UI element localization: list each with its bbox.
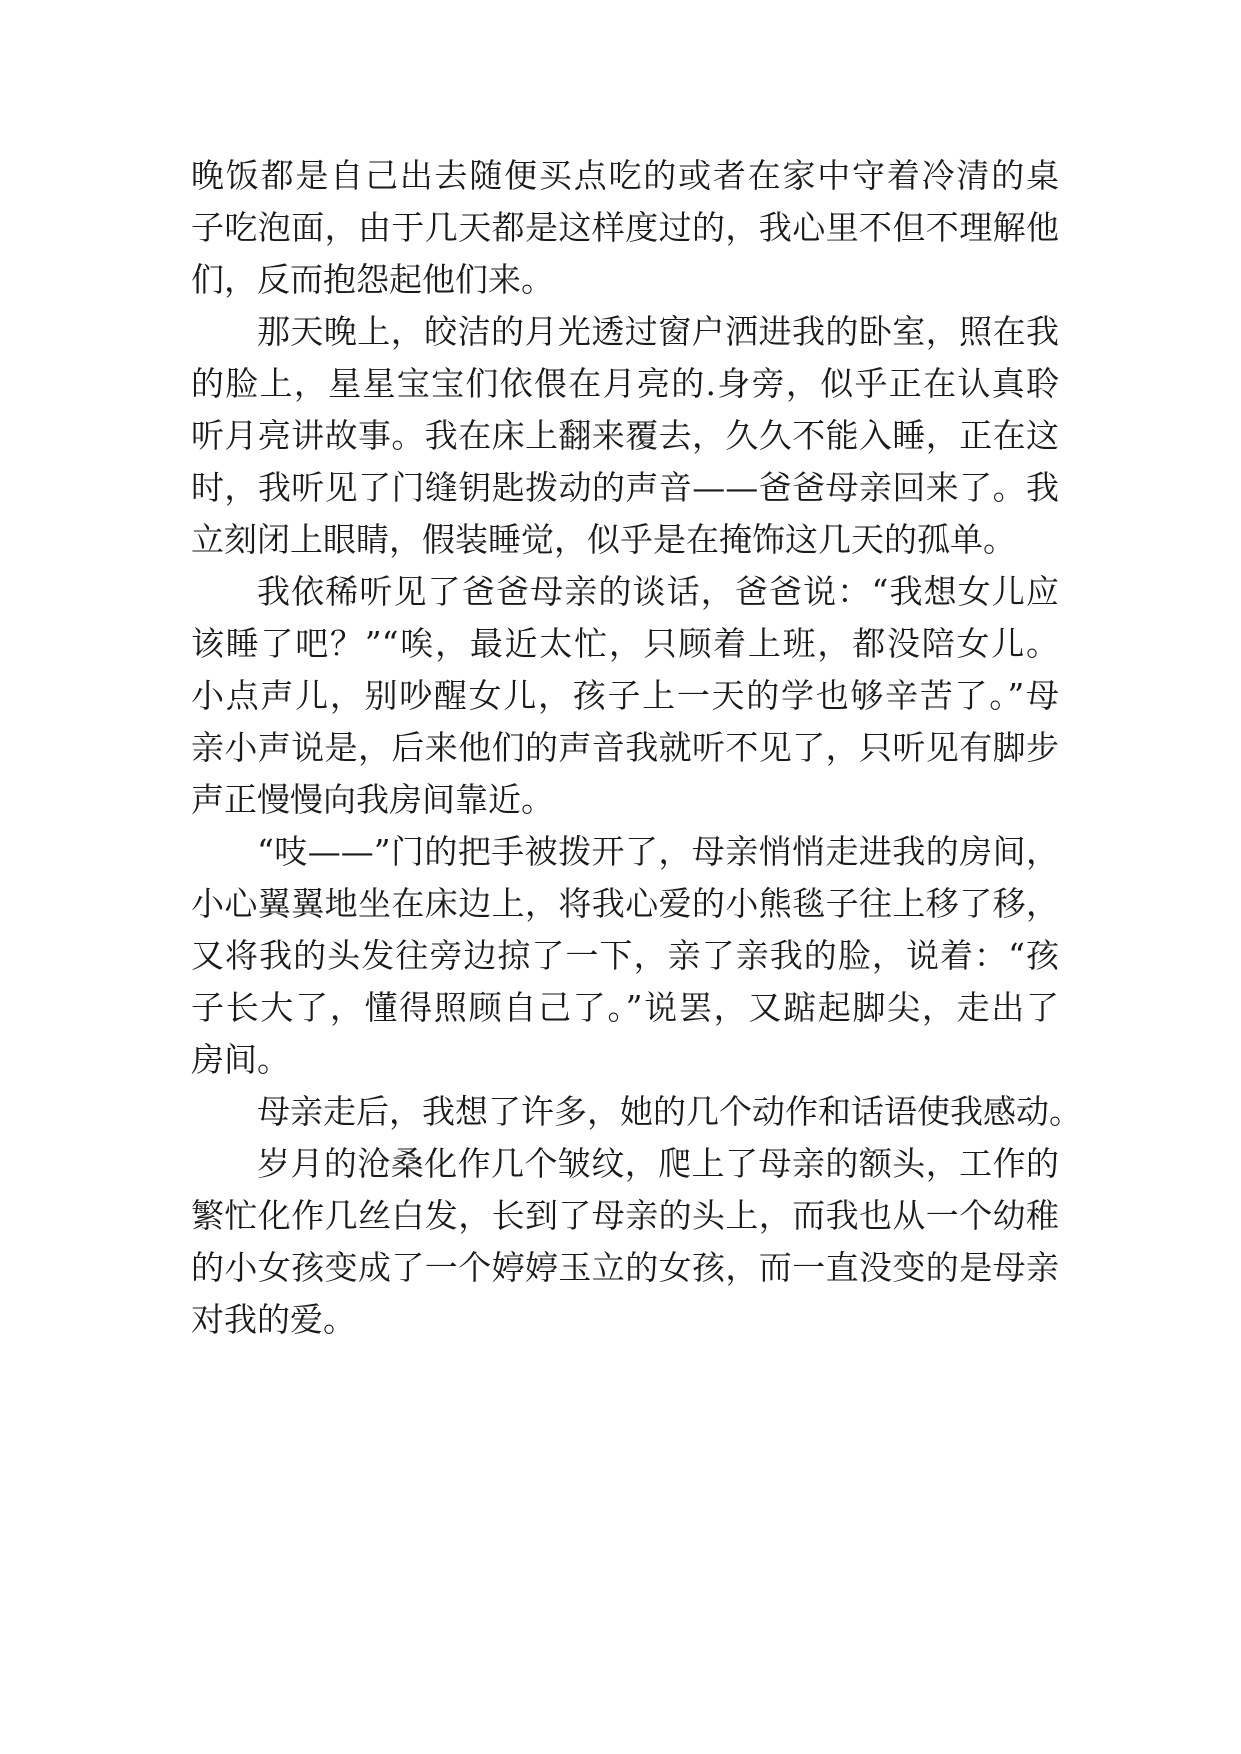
- text-line: 亲小声说是，后来他们的声音我就听不见了，只听见有脚步: [191, 728, 1059, 767]
- text-line: 又将我的头发往旁边掠了一下，亲了亲我的脸，说着：“孩: [191, 936, 1059, 975]
- text-line: 小心翼翼地坐在床边上，将我心爱的小熊毯子往上移了移，: [191, 884, 1059, 923]
- text-line: 们，反而抱怨起他们来。: [191, 260, 554, 299]
- text-line: 对我的爱。: [191, 1300, 356, 1339]
- text-line: 时，我听见了门缝钥匙拨动的声音——爸爸母亲回来了。我: [191, 468, 1059, 507]
- text-line: 那天晚上，皎洁的月光透过窗户洒进我的卧室，照在我: [257, 312, 1059, 351]
- text-line: 的脸上，星星宝宝们依偎在月亮的.身旁，似乎正在认真聆: [191, 364, 1059, 403]
- text-line: 房间。: [191, 1040, 290, 1079]
- text-line: 听月亮讲故事。我在床上翻来覆去，久久不能入睡，正在这: [191, 416, 1059, 455]
- text-line: 母亲走后，我想了许多，她的几个动作和话语使我感动。: [257, 1092, 1082, 1131]
- text-line: 岁月的沧桑化作几个皱纹，爬上了母亲的额头，工作的: [257, 1144, 1059, 1183]
- text-line: 晚饭都是自己出去随便买点吃的或者在家中守着冷清的桌: [191, 156, 1059, 195]
- text-line: 该睡了吧？”“唉，最近太忙，只顾着上班，都没陪女儿。: [191, 624, 1059, 663]
- text-line: 小点声儿，别吵醒女儿，孩子上一天的学也够辛苦了。”母: [191, 676, 1059, 715]
- text-line: 子吃泡面，由于几天都是这样度过的，我心里不但不理解他: [191, 208, 1059, 247]
- text-line: 立刻闭上眼睛，假装睡觉，似乎是在掩饰这几天的孤单。: [191, 520, 1016, 559]
- text-line: 声正慢慢向我房间靠近。: [191, 780, 554, 819]
- text-line: 子长大了，懂得照顾自己了。”说罢，又踮起脚尖，走出了: [191, 988, 1059, 1027]
- text-line: 繁忙化作几丝白发，长到了母亲的头上，而我也从一个幼稚: [191, 1196, 1059, 1235]
- text-line: 的小女孩变成了一个婷婷玉立的女孩，而一直没变的是母亲: [191, 1248, 1059, 1287]
- text-line: “吱——”门的把手被拨开了，母亲悄悄走进我的房间，: [257, 832, 1059, 871]
- text-line: 我依稀听见了爸爸母亲的谈话，爸爸说：“我想女儿应: [257, 572, 1059, 611]
